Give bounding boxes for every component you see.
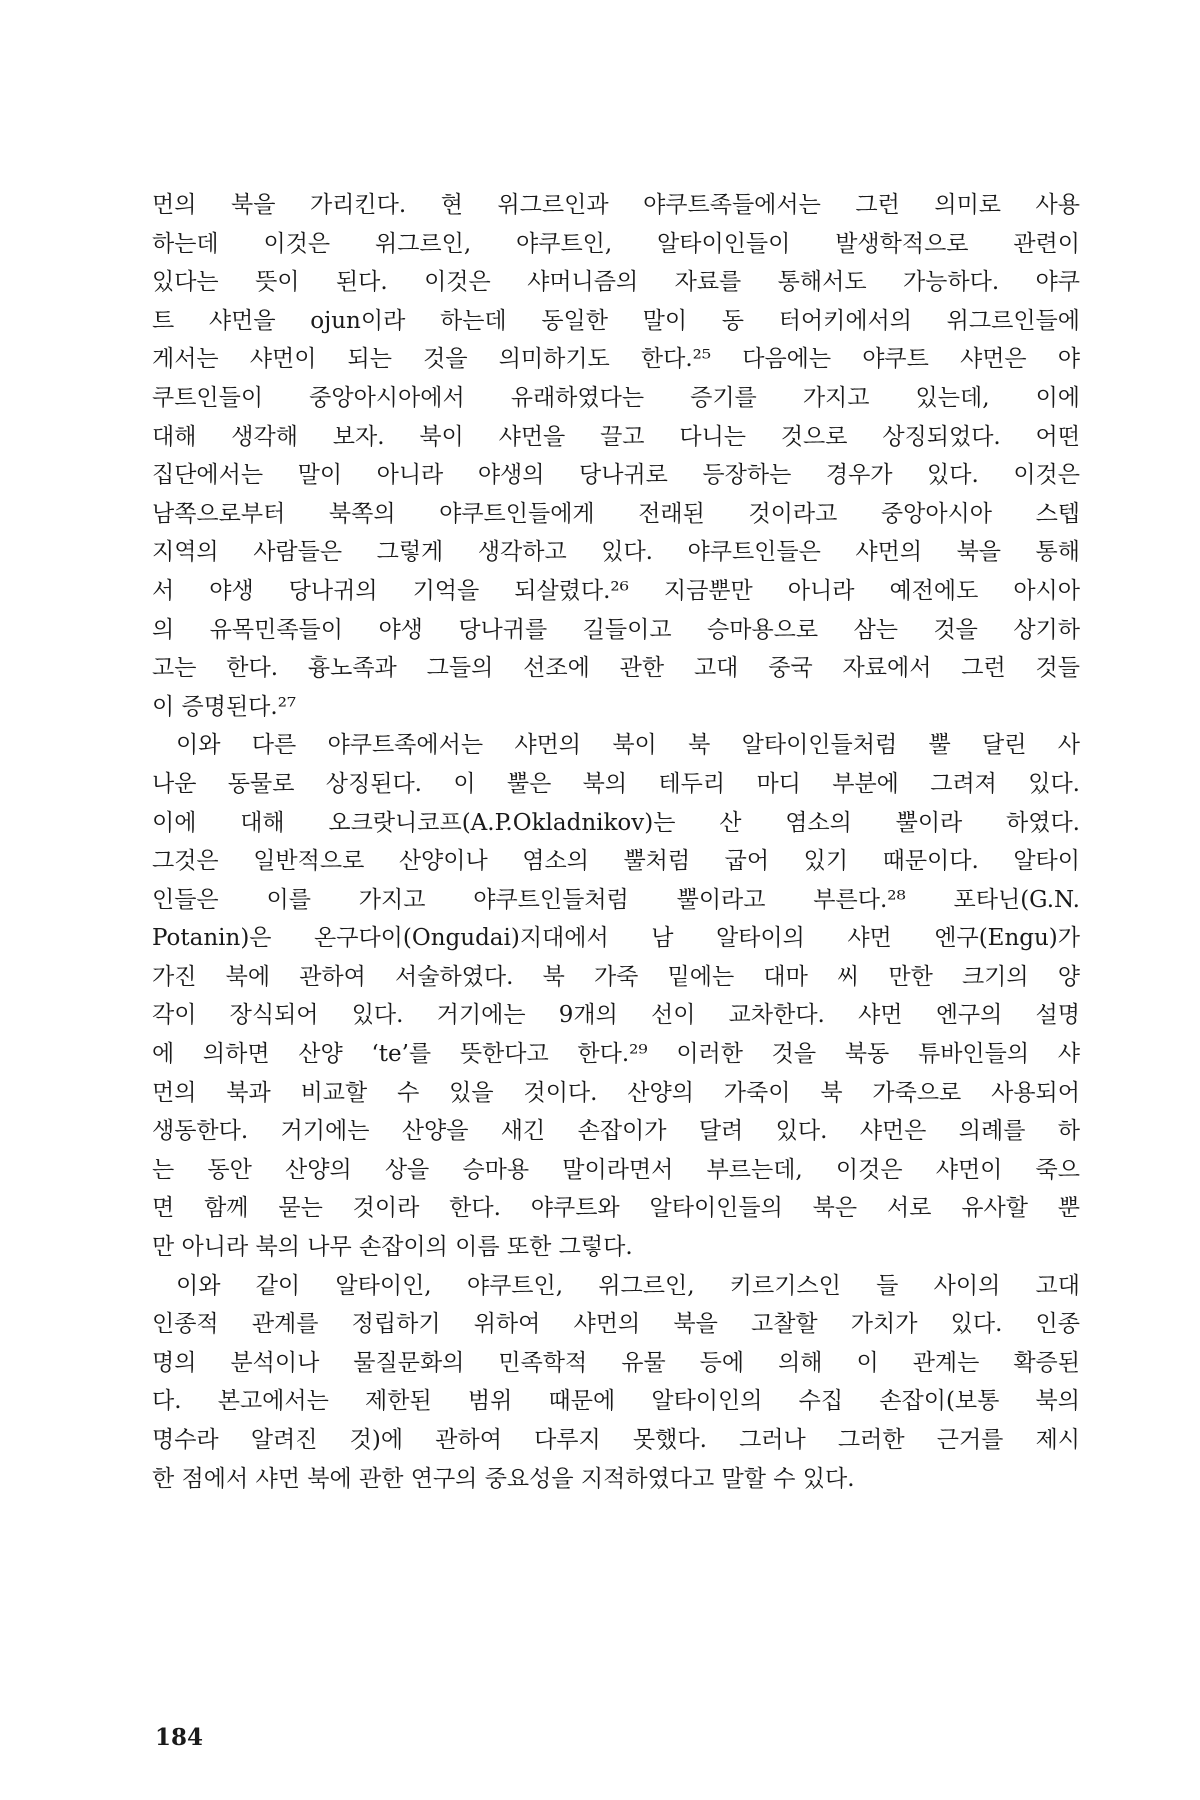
text-line: 다. 본고에서는 제한된 범위 때문에 알타이인의 수집 손잡이(보통 북의	[152, 1388, 1080, 1415]
text-line: 게서는 샤먼이 되는 것을 의미하기도 한다.²⁵ 다음에는 야쿠트 샤먼은 야	[152, 346, 1080, 373]
text-line: 인들은 이를 가지고 야쿠트인들처럼 뿔이라고 부른다.²⁸ 포타닌(G.N.	[152, 886, 1080, 913]
text-line: 쿠트인들이 중앙아시아에서 유래하였다는 증기를 가지고 있는데, 이에	[152, 384, 1080, 411]
body-text	[152, 186, 1080, 1498]
text-line: 이와 같이 알타이인, 야쿠트인, 위그르인, 키르기스인 들 사이의 고대	[176, 1272, 1080, 1299]
text-line: 그것은 일반적으로 산양이나 염소의 뿔처럼 굽어 있기 때문이다. 알타이	[152, 848, 1080, 875]
text-line: 서 야생 당나귀의 기억을 되살렸다.²⁶ 지금뿐만 아니라 예전에도 아시아	[152, 577, 1080, 604]
paragraph	[152, 726, 1080, 1266]
text-line: 나운 동물로 상징된다. 이 뿔은 북의 테두리 마디 부분에 그려져 있다.	[152, 770, 1080, 797]
text-line: 명수라 알려진 것)에 관하여 다루지 못했다. 그러나 그러한 근거를 제시	[152, 1427, 1080, 1453]
text-line: 가진 북에 관하여 서술하였다. 북 가죽 밑에는 대마 씨 만한 크기의 양	[152, 963, 1080, 990]
paragraph	[152, 1267, 1080, 1499]
text-line: Potanin)은 온구다이(Ongudai)지대에서 남 알타이의 샤먼 엔구(Engu)가	[152, 925, 1080, 952]
text-line: 면 함께 묻는 것이라 한다. 야쿠트와 알타이인들의 북은 서로 유사할 뿐	[152, 1195, 1080, 1222]
text-line: 집단에서는 말이 아니라 야생의 당나귀로 등장하는 경우가 있다. 이것은	[152, 462, 1080, 489]
text-line: 이에 대해 오크랏니코프(A.P.Okladnikov)는 산 염소의 뿔이라 하였다.	[152, 809, 1080, 836]
text-line: 트 샤먼을 ojun이라 하는데 동일한 말이 동 터어키에서의 위그르인들에	[152, 307, 1080, 334]
paragraph	[152, 186, 1080, 726]
text-line: 이 증명된다.²⁷	[152, 693, 297, 720]
text-line: 하는데 이것은 위그르인, 야쿠트인, 알타이인들이 발생학적으로 관련이	[152, 230, 1080, 257]
page-number: 184	[155, 1724, 204, 1751]
text-line: 각이 장식되어 있다. 거기에는 9개의 선이 교차한다. 샤먼 엔구의 설명	[152, 1002, 1080, 1029]
text-line: 의 유목민족들이 야생 당나귀를 길들이고 승마용으로 삼는 것을 상기하	[152, 616, 1080, 643]
text-line: 는 동안 산양의 상을 승마용 말이라면서 부르는데, 이것은 샤먼이 죽으	[152, 1156, 1080, 1183]
text-line: 있다는 뜻이 된다. 이것은 샤머니즘의 자료를 통해서도 가능하다. 야쿠	[152, 269, 1080, 296]
text-line: 먼의 북과 비교할 수 있을 것이다. 산양의 가죽이 북 가죽으로 사용되어	[152, 1079, 1080, 1106]
text-line: 남쪽으로부터 북쪽의 야쿠트인들에게 전래된 것이라고 중앙아시아 스텝	[152, 500, 1080, 527]
text-line: 만 아니라 북의 나무 손잡이의 이름 또한 그렇다.	[152, 1234, 633, 1261]
text-line: 이와 다른 야쿠트족에서는 샤먼의 북이 북 알타이인들처럼 뿔 달린 사	[176, 732, 1080, 759]
text-line: 인종적 관계를 정립하기 위하여 샤먼의 북을 고찰할 가치가 있다. 인종	[152, 1311, 1080, 1338]
text-line: 지역의 사람들은 그렇게 생각하고 있다. 야쿠트인들은 샤먼의 북을 통해	[152, 539, 1080, 566]
text-line: 대해 생각해 보자. 북이 샤먼을 끌고 다니는 것으로 상징되었다. 어떤	[152, 423, 1080, 450]
text-line: 생동한다. 거기에는 산양을 새긴 손잡이가 달려 있다. 샤먼은 의례를 하	[152, 1118, 1080, 1145]
text-line: 에 의하면 산양 ‘te’를 뜻한다고 한다.²⁹ 이러한 것을 북동 튜바인들의 샤	[152, 1041, 1080, 1068]
text-line: 명의 분석이나 물질문화의 민족학적 유물 등에 의해 이 관계는 확증된	[152, 1349, 1080, 1376]
text-line: 고는 한다. 흉노족과 그들의 선조에 관한 고대 중국 자료에서 그런 것들	[152, 655, 1080, 682]
text-line: 먼의 북을 가리킨다. 현 위그르인과 야쿠트족들에서는 그런 의미로 사용	[152, 192, 1080, 218]
text-line: 한 점에서 샤먼 북에 관한 연구의 중요성을 지적하였다고 말할 수 있다.	[152, 1465, 855, 1492]
